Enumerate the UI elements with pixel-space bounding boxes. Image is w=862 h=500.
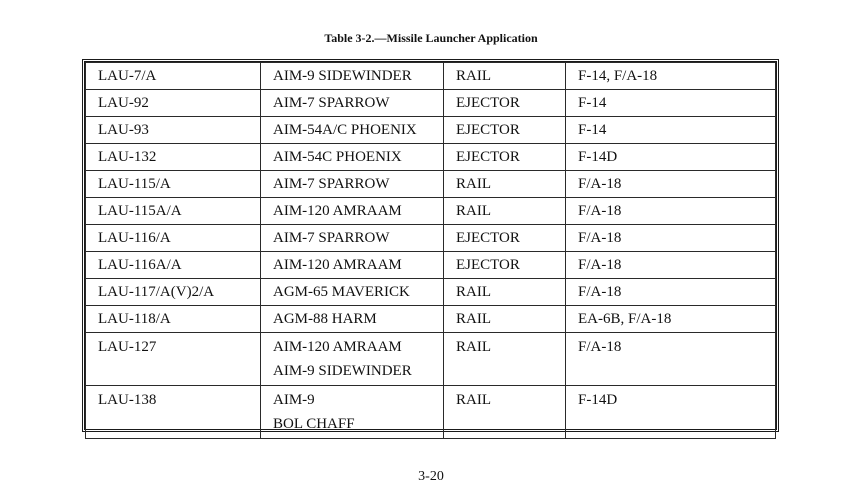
launcher-cell: LAU-117/A(V)2/A (86, 279, 261, 306)
type-cell: RAIL (444, 386, 566, 439)
missile-cell: AIM-120 AMRAAM (261, 252, 444, 279)
missile-cell: AIM-54A/C PHOENIX (261, 117, 444, 144)
launcher-cell: LAU-115/A (86, 171, 261, 198)
type-cell: EJECTOR (444, 117, 566, 144)
aircraft-cell: EA-6B, F/A-18 (566, 306, 776, 333)
missile-cell: AGM-65 MAVERICK (261, 279, 444, 306)
table-row (86, 171, 776, 198)
table-row (86, 144, 776, 171)
cell-line: AIM-9 SIDEWINDER (273, 363, 412, 379)
type-cell: EJECTOR (444, 252, 566, 279)
launcher-cell: LAU-127 (86, 333, 261, 386)
table-row (86, 333, 776, 386)
launcher-cell: LAU-115A/A (86, 198, 261, 225)
type-cell: EJECTOR (444, 225, 566, 252)
table-row (86, 90, 776, 117)
table-row (86, 63, 776, 90)
table-row (86, 252, 776, 279)
missile-cell: AIM-120 AMRAAM (261, 198, 444, 225)
missile-cell (261, 333, 444, 386)
cell-line: BOL CHAFF (273, 416, 355, 432)
aircraft-cell: F-14 (566, 90, 776, 117)
cell-line: AIM-120 AMRAAM (273, 339, 402, 355)
missile-cell: AIM-7 SPARROW (261, 90, 444, 117)
page-number: 3-20 (418, 469, 444, 484)
aircraft-cell: F-14, F/A-18 (566, 63, 776, 90)
aircraft-cell: F/A-18 (566, 171, 776, 198)
table-row (86, 386, 776, 439)
launcher-cell: LAU-138 (86, 386, 261, 439)
type-cell: RAIL (444, 63, 566, 90)
missile-cell: AIM-7 SPARROW (261, 225, 444, 252)
launcher-cell: LAU-118/A (86, 306, 261, 333)
aircraft-cell: F/A-18 (566, 225, 776, 252)
launcher-cell: LAU-92 (86, 90, 261, 117)
aircraft-cell: F/A-18 (566, 252, 776, 279)
launcher-cell: LAU-116/A (86, 225, 261, 252)
type-cell: EJECTOR (444, 144, 566, 171)
launcher-cell: LAU-116A/A (86, 252, 261, 279)
type-cell: RAIL (444, 198, 566, 225)
aircraft-cell: F-14D (566, 144, 776, 171)
launcher-cell: LAU-7/A (86, 63, 261, 90)
table-row (86, 306, 776, 333)
type-cell: RAIL (444, 306, 566, 333)
aircraft-cell: F-14D (566, 386, 776, 439)
type-cell: RAIL (444, 279, 566, 306)
aircraft-cell: F/A-18 (566, 333, 776, 386)
table-row (86, 225, 776, 252)
aircraft-cell: F-14 (566, 117, 776, 144)
missile-cell: AIM-9 SIDEWINDER (261, 63, 444, 90)
table-row (86, 279, 776, 306)
missile-cell: AIM-7 SPARROW (261, 171, 444, 198)
aircraft-cell: F/A-18 (566, 198, 776, 225)
table-title: Table 3-2.—Missile Launcher Application (324, 31, 538, 45)
type-cell: RAIL (444, 333, 566, 386)
cell-line: AIM-9 (273, 392, 315, 408)
missile-cell: AGM-88 HARM (261, 306, 444, 333)
missile-launcher-table-frame (82, 59, 779, 432)
type-cell: EJECTOR (444, 90, 566, 117)
missile-cell (261, 386, 444, 439)
launcher-cell: LAU-93 (86, 117, 261, 144)
missile-cell: AIM-54C PHOENIX (261, 144, 444, 171)
launcher-cell: LAU-132 (86, 144, 261, 171)
aircraft-cell: F/A-18 (566, 279, 776, 306)
table-row (86, 117, 776, 144)
type-cell: RAIL (444, 171, 566, 198)
table-row (86, 198, 776, 225)
missile-launcher-table (85, 62, 776, 439)
